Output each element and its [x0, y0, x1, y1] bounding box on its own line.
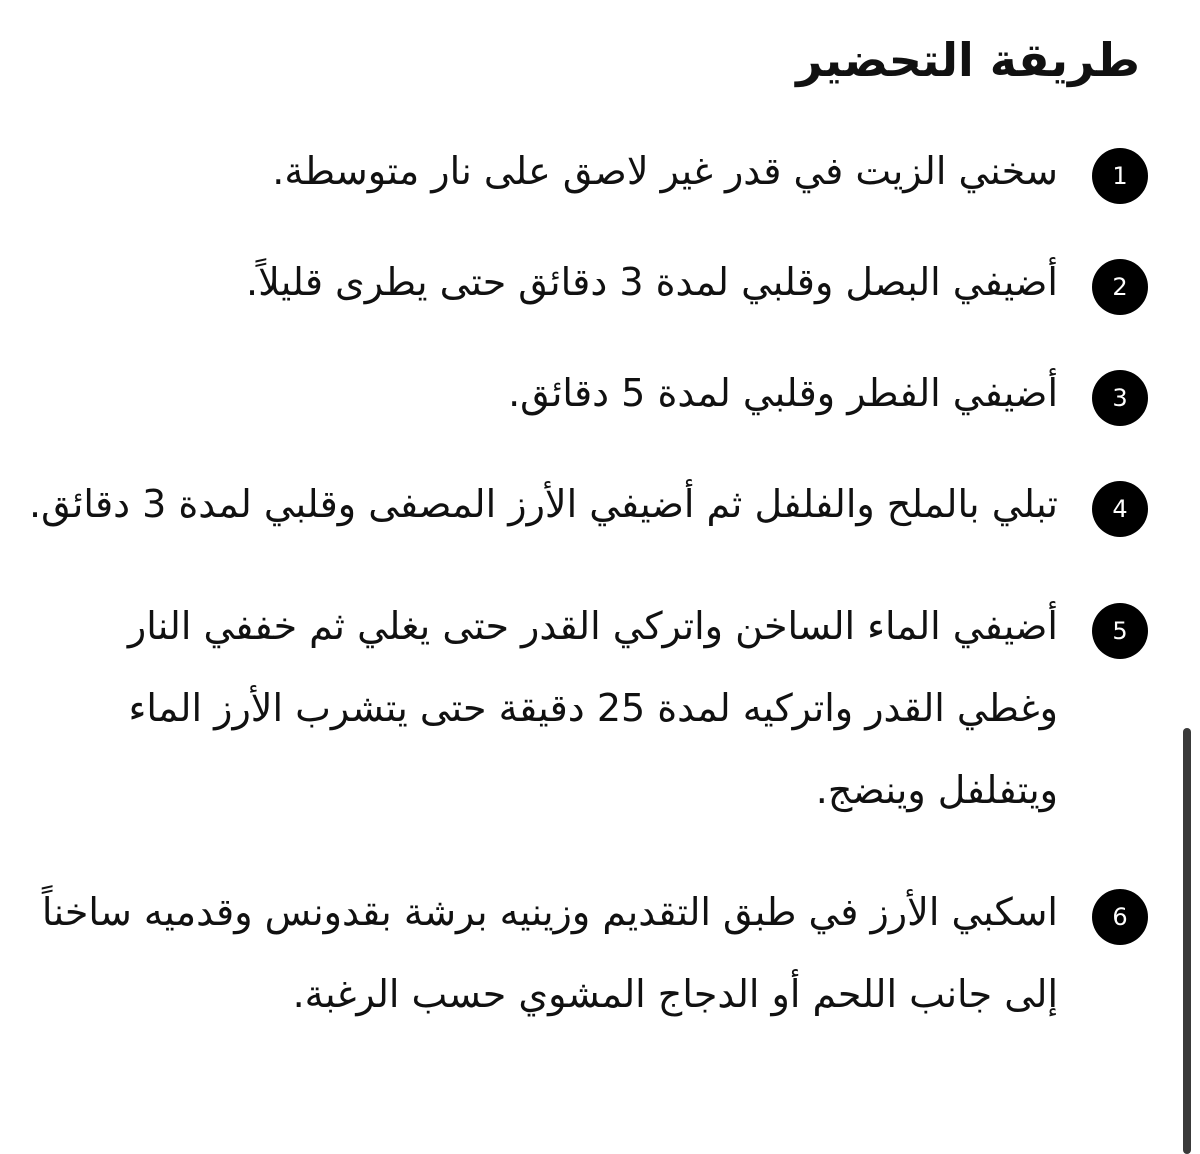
- step-text: أضيفي البصل وقلبي لمدة 3 دقائق حتى يطرى قليلاً.: [246, 260, 1058, 304]
- step-item: [28, 130, 1148, 212]
- step-text: أضيفي الماء الساخن واتركي القدر حتى يغلي ثم خففي النار وغطي القدر واتركيه لمدة 25 دقيقة حتى يتشرب الأرز الماء ويتفلفل وينضج.: [127, 604, 1058, 812]
- step-number-badge: 3: [1092, 370, 1148, 426]
- step-number-badge: 5: [1092, 603, 1148, 659]
- step-number-badge: 2: [1092, 259, 1148, 315]
- preparation-steps-list: [28, 130, 1148, 1064]
- step-text: أضيفي الفطر وقلبي لمدة 5 دقائق.: [508, 371, 1058, 415]
- step-item: [28, 352, 1148, 434]
- step-number-badge: 1: [1092, 148, 1148, 204]
- step-item: [28, 871, 1148, 1035]
- step-number-badge: 4: [1092, 481, 1148, 537]
- scrollbar-thumb[interactable]: [1183, 728, 1191, 1154]
- step-number-badge: 6: [1092, 889, 1148, 945]
- step-item: [28, 463, 1148, 545]
- step-item: [28, 241, 1148, 323]
- step-item: [28, 585, 1148, 831]
- step-text: اسكبي الأرز في طبق التقديم وزينيه برشة بقدونس وقدميه ساخناً إلى جانب اللحم أو الدجاج المشوي حسب الرغبة.: [41, 890, 1058, 1016]
- step-text: سخني الزيت في قدر غير لاصق على نار متوسطة.: [272, 149, 1058, 193]
- step-text: تبلي بالملح والفلفل ثم أضيفي الأرز المصفى وقلبي لمدة 3 دقائق.: [29, 482, 1058, 526]
- section-title: طريقة التحضير: [796, 33, 1140, 87]
